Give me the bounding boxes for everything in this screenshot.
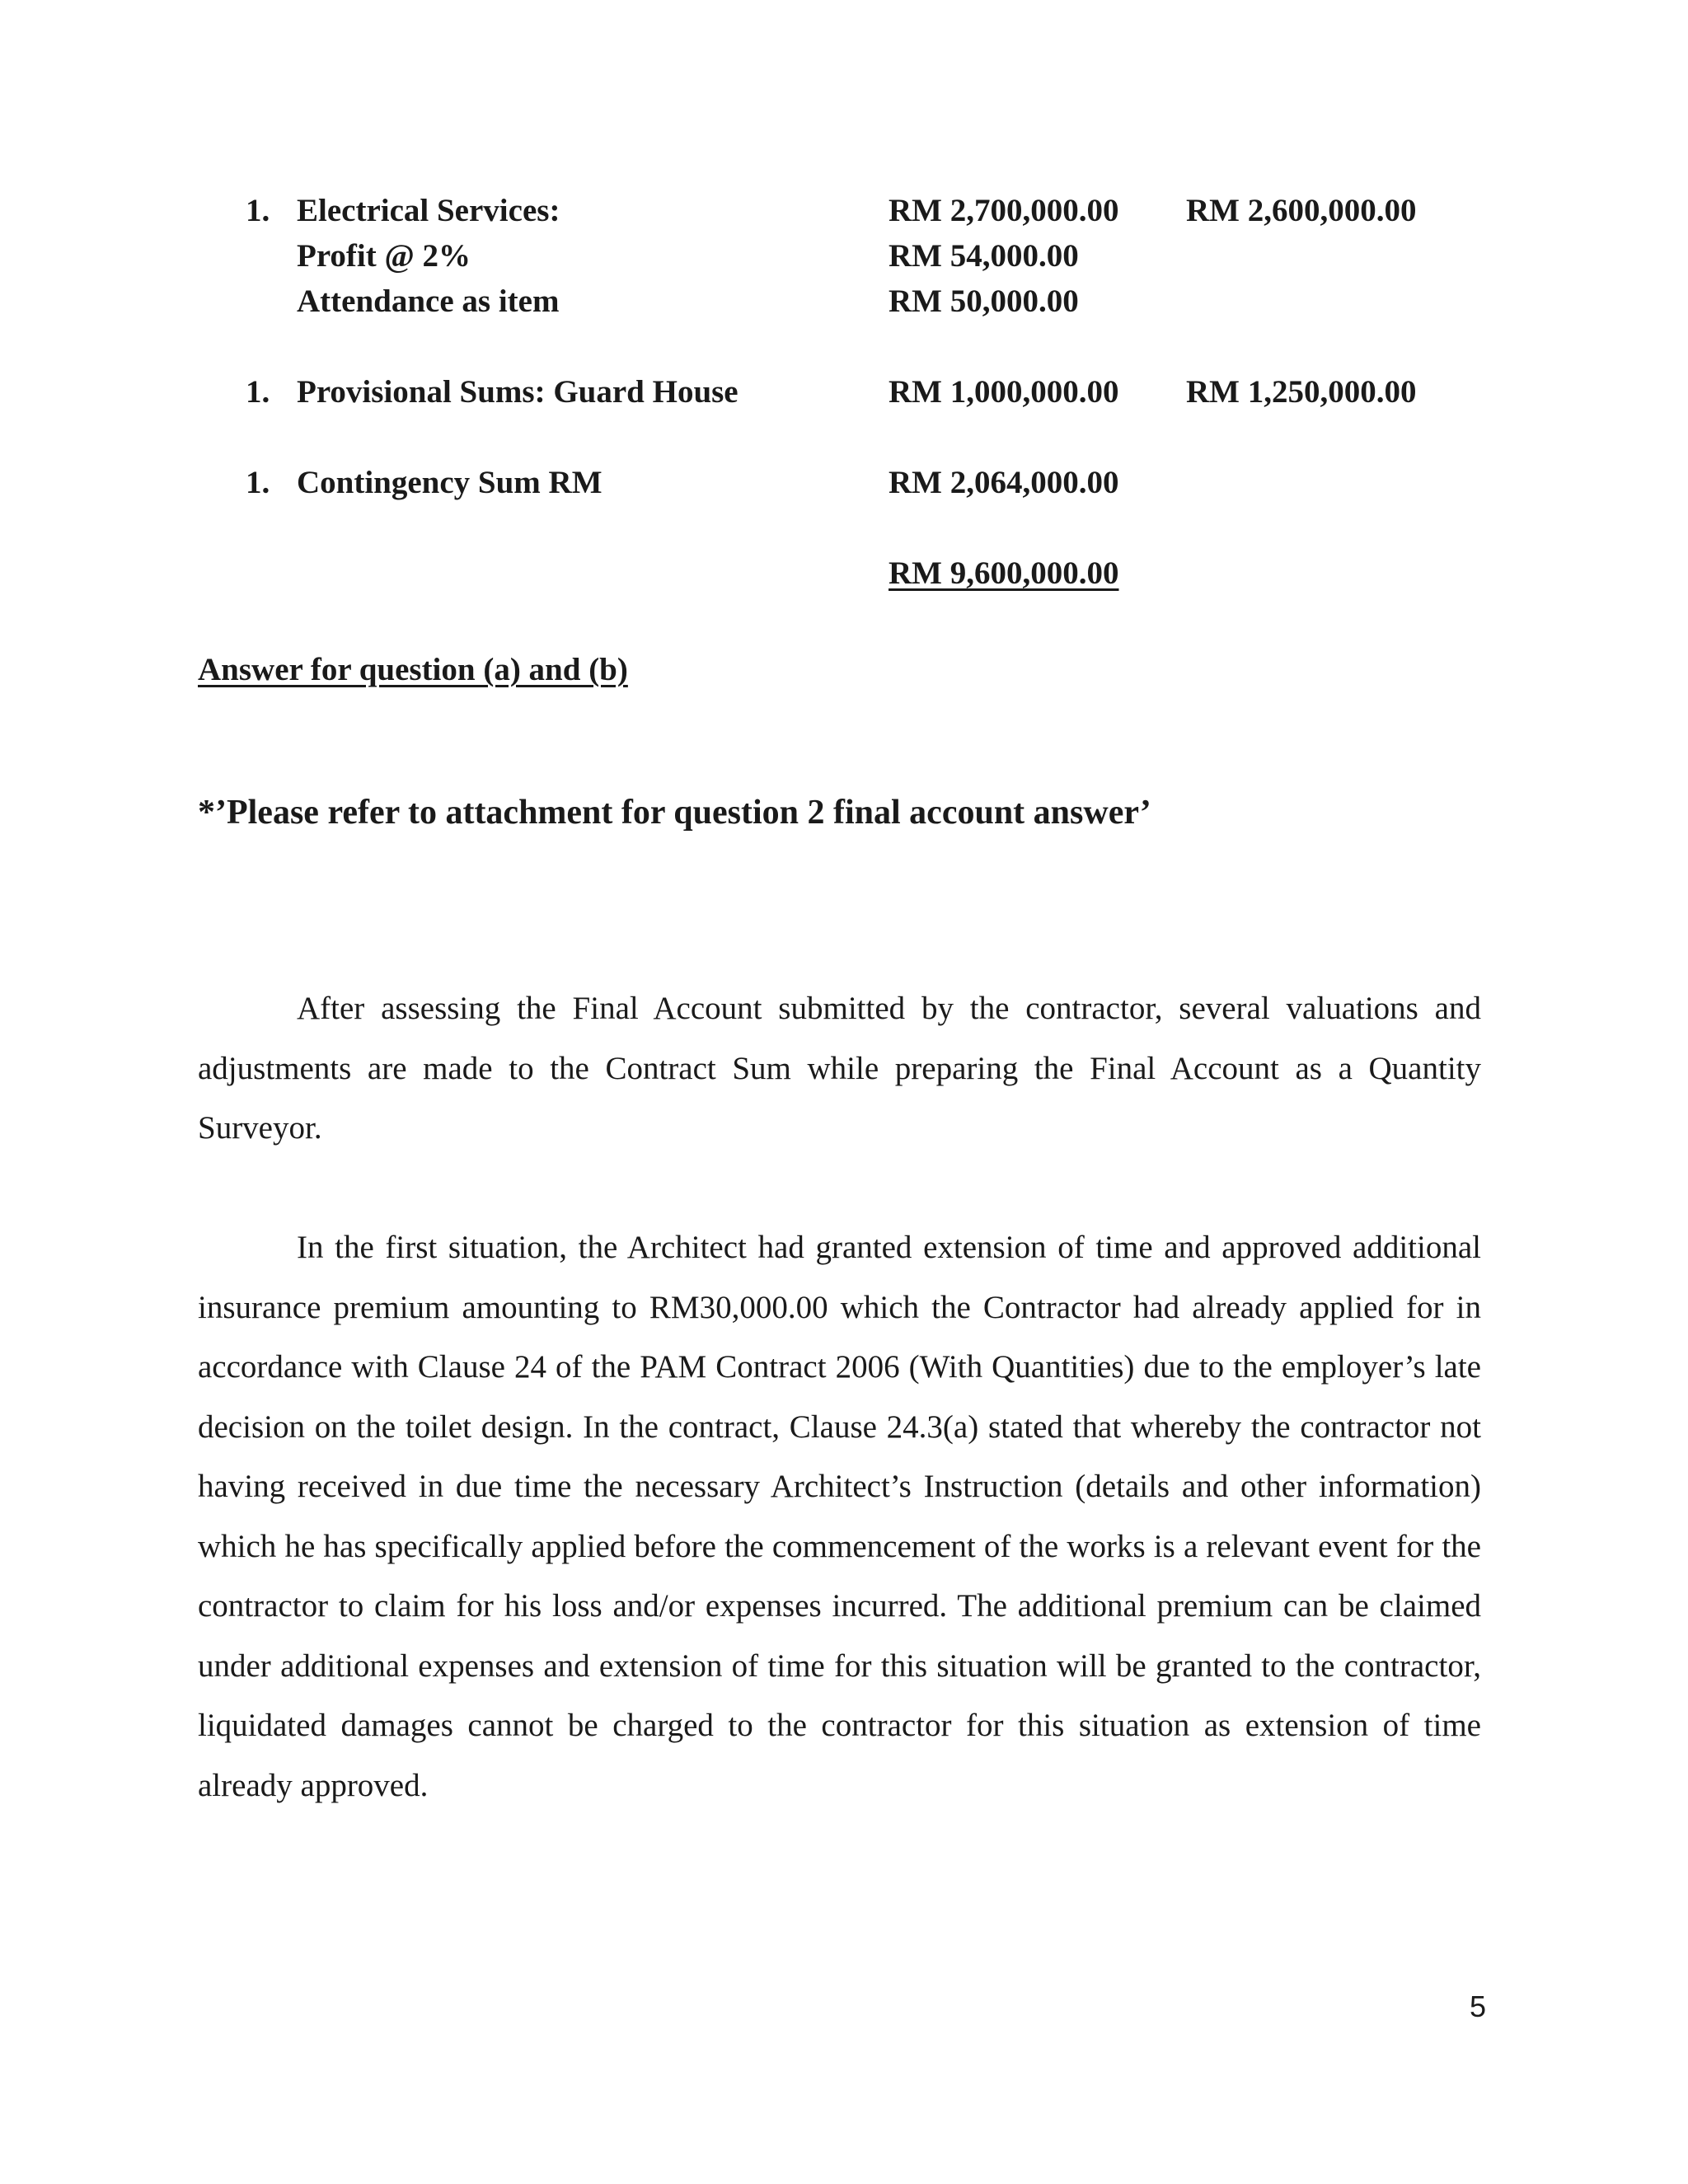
item-number: 1. — [246, 465, 270, 500]
item-row-attendance — [0, 279, 1688, 325]
item-amount-adjusted: RM 2,600,000.00 — [1186, 193, 1417, 228]
item-row-provisional-sums — [0, 369, 1688, 415]
item-label: Attendance as item — [297, 284, 560, 319]
paragraph-text: In the first situation, the Architect had granted extension of time and approved additional insurance premium amounting to RM30,000.00 which the Contractor had already applied for in accordance with Clause 24 of the PAM Contract 2006 (With Quantities) due to the employer’s late decision on the toilet design. In the contract, Clause 24.3(a) stated that whereby the contractor not having received in due time the necessary Architect’s Instruction (details and other information) which he has specifically applied before the commencement of the works is a relevant event for the contractor to claim for his loss and/or expenses incurred. The additional premium can be claimed under additional expenses and extension of time for this situation will be granted to the contractor, liquidated damages cannot be charged to the contractor for this situation as extension of time already approved. — [198, 1230, 1481, 1803]
item-row-contingency-sum — [0, 460, 1688, 506]
item-label: Electrical Services: — [297, 193, 560, 228]
item-amount: RM 50,000.00 — [889, 284, 1079, 319]
item-number: 1. — [246, 193, 270, 228]
item-label: Provisional Sums: Guard House — [297, 374, 738, 410]
item-amount: RM 54,000.00 — [889, 238, 1079, 274]
item-label: Profit @ 2% — [297, 238, 471, 274]
item-amount: RM 2,700,000.00 — [889, 193, 1119, 228]
item-amount: RM 1,000,000.00 — [889, 374, 1119, 410]
section-heading: Answer for question (a) and (b) — [198, 652, 628, 687]
item-label: Contingency Sum RM — [297, 465, 603, 500]
paragraph-text: After assessing the Final Account submitted by the contractor, several valuations and adjustments are made to the Contract Sum while preparing the Final Account as a Quantity Surveyor. — [198, 991, 1481, 1146]
attachment-note: *’Please refer to attachment for question 2 final account answer’ — [198, 794, 1151, 832]
item-row-profit — [0, 233, 1688, 279]
total-row — [0, 551, 1688, 597]
paragraph-1 — [198, 979, 1481, 1159]
item-amount: RM 2,064,000.00 — [889, 465, 1119, 500]
item-amount-adjusted: RM 1,250,000.00 — [1186, 374, 1417, 410]
total-amount: RM 9,600,000.00 — [889, 555, 1119, 591]
paragraph-2 — [198, 1218, 1481, 1816]
page-number: 5 — [1469, 1990, 1486, 2023]
item-number: 1. — [246, 374, 270, 410]
item-row-electrical-services — [0, 188, 1688, 234]
